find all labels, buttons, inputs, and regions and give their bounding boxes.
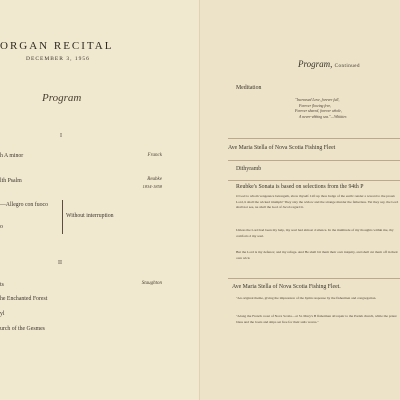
ave-maria-title: Ave Maria Stella of Nova Scotia Fishing Fleet: [228, 145, 336, 151]
program-item-5-title: he Enchanted Forest: [0, 296, 48, 302]
ave-paragraph-1: "An original theme, giving the impression of the hymn response by the fishermen and congregation.: [236, 296, 377, 300]
program-item-1-title: h A minor: [0, 153, 24, 159]
poem-line-4: A never-ebbing sea."—Whittier.: [299, 114, 348, 119]
ave-maria-second-title: Ave Maria Stella of Nova Scotia Fishing Fleet.: [232, 284, 341, 290]
sonata-heading: Reubke's Sonata is based on selections from the 94th P: [236, 184, 364, 190]
divider-4: [228, 278, 400, 279]
program-item-2-years: 1834-1858: [142, 184, 162, 189]
divider-1: [228, 138, 400, 139]
recital-title: ORGAN RECITAL: [0, 40, 114, 52]
program-item-2-composer: Reubke: [147, 177, 162, 182]
right-page: [200, 0, 400, 400]
recital-date: DECEMBER 3, 1956: [26, 56, 90, 62]
section-number-one: I: [60, 133, 62, 139]
divider-3: [228, 180, 400, 181]
program-item-1-composer: Franck: [147, 153, 162, 158]
program-item-2-title: lth Psalm: [0, 178, 22, 184]
sonata-paragraph-3: But the Lord is my defence; and my refuge. And He shall bri them their own iniquity, and shall cut them off in their own wick: [236, 250, 398, 260]
poem-line-2: Forever flowing free,: [299, 103, 332, 108]
dithyramb-title: Dithyramb: [236, 166, 262, 172]
divider-2: [228, 160, 400, 161]
program-item-3-title: —Allegro con fuoco: [0, 202, 48, 208]
program-item-4-title: ts: [0, 282, 4, 288]
ave-paragraph-2: "Along the French coast of Nova Scotia—at St. Mary's B fishermen all repair to the Parish church, while the priest bless and the boats and ships set free for their sails waves.": [236, 314, 397, 324]
program-heading: Program: [42, 92, 82, 104]
program-continued-heading: [298, 59, 360, 69]
sonata-paragraph-1: O God to whom vengeance belongeth, show thyself. Lift up thou Judge of the earth: render a reward to the proud. Lord, h shall the wicked triumph? They slay the widow and the strange murder the fatherless. Yet they say, the Lord shall not see, ne shall the God of Jacob regard it.: [236, 194, 399, 209]
sonata-paragraph-2: Unless the Lord had been my help, my soul had almost d silence. In the multitude of my thoughts within me, thy comforts d my soul.: [236, 228, 394, 238]
meditation-title: Meditation: [236, 85, 262, 91]
poem-line-1: "Increased Love, forever full,: [295, 98, 340, 102]
program-item-6-title: yl: [0, 311, 5, 317]
bracket-line: [62, 200, 63, 234]
without-interruption-note: Without interruption: [66, 213, 114, 219]
program-item-4-composer: Staughton: [141, 281, 162, 286]
program-continued-word: Program,: [298, 59, 333, 69]
continued-label: Continued: [334, 64, 361, 69]
program-item-3-extra: o: [0, 224, 3, 230]
program-item-7-title: urch of the Gesmes: [0, 326, 45, 332]
meditation-poem: [295, 98, 375, 120]
section-number-two: II: [58, 260, 62, 266]
poem-line-3: Forever shared, forever whole,: [295, 109, 342, 113]
